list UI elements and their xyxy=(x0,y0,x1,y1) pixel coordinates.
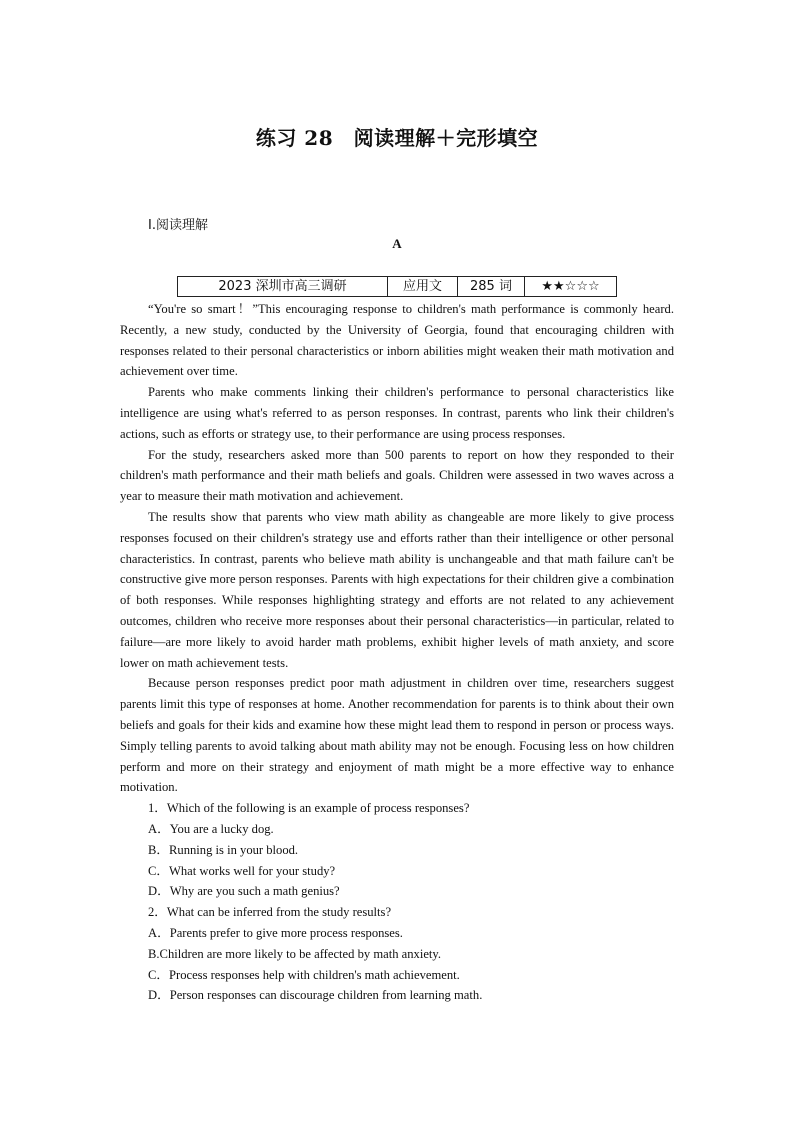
genre-cell: 应用文 xyxy=(388,277,458,297)
paragraph-1: “You're so smart！”This encouraging response to children's math performance is commonly heard. Recently, a new study, conducted by the University of Georgia, found that encouraging children with responses related to their personal characteristics or inborn abilities might weaken their math motivation and achievement over time. xyxy=(120,302,674,379)
source-cell: 2023 深圳市高三调研 xyxy=(178,277,388,297)
paragraph-4: The results show that parents who view math ability as changeable are more likely to give process responses focused on their children's strategy use and efforts rather than their intelligence or other personal characteristics. In contrast, parents who believe math ability is unchangeable and that math failure can't be constructive give more person responses. Parents with high expectations for their children give a combination of both responses. While responses highlighting strategy and efforts are not related to any achievement outcomes, children who receive more responses about their personal characteristics—in particular, related to failure—are more likely to avoid harder math problems, exhibit higher levels of math anxiety, and score lower on math achievement tests. xyxy=(120,509,674,670)
question-2-option-c: C．Process responses help with children's math achievement. xyxy=(148,967,460,982)
passage-info-table xyxy=(177,276,617,297)
passage-label: A xyxy=(392,236,402,251)
section-label: Ⅰ.阅读理解 xyxy=(148,218,208,233)
question-2-stem: 2．What can be inferred from the study results? xyxy=(148,905,392,920)
question-1-option-b: B．Running is in your blood. xyxy=(148,842,299,857)
page-title: 练习 28 阅读理解＋完形填空 xyxy=(255,126,539,150)
paragraph-2: Parents who make comments linking their children's performance to personal characteristics like intelligence are using what's referred to as person responses. In contrast, parents who link their children's actions, such as efforts or strategy use, to their performance are using process responses. xyxy=(120,385,674,441)
question-2-option-d: D．Person responses can discourage children from learning math. xyxy=(148,988,483,1003)
question-1-option-a: A．You are a lucky dog. xyxy=(148,821,274,836)
question-1-option-d: D．Why are you such a math genius? xyxy=(148,884,340,899)
passage-info-row xyxy=(178,277,617,297)
question-2-option-b: B.Children are more likely to be affected by math anxiety. xyxy=(148,946,442,961)
question-1-stem: 1．Which of the following is an example of process responses? xyxy=(148,801,470,816)
question-2-option-a: A．Parents prefer to give more process responses. xyxy=(148,925,403,940)
passage-body xyxy=(120,299,674,1006)
word-count-cell: 285 词 xyxy=(458,277,525,297)
paragraph-5: Because person responses predict poor math adjustment in children over time, researchers suggest parents limit this type of responses at home. Another recommendation for parents is to think about their own beliefs and goals for their kids and examine how these might lead them to respond in person or process ways. Simply telling parents to avoid talking about math ability may not be enough. Focusing less on how children perform and more on their strategy and enjoyment of math might be a more effective way to enhance motivation. xyxy=(120,676,674,795)
question-1-option-c: C．What works well for your study? xyxy=(148,863,336,878)
paragraph-3: For the study, researchers asked more than 500 parents to report on how they responded to their children's math performance and their math beliefs and goals. Children were assessed in two waves across a year to measure their math motivation and achievement. xyxy=(120,447,674,504)
difficulty-cell: ★★☆☆☆ xyxy=(525,277,617,297)
